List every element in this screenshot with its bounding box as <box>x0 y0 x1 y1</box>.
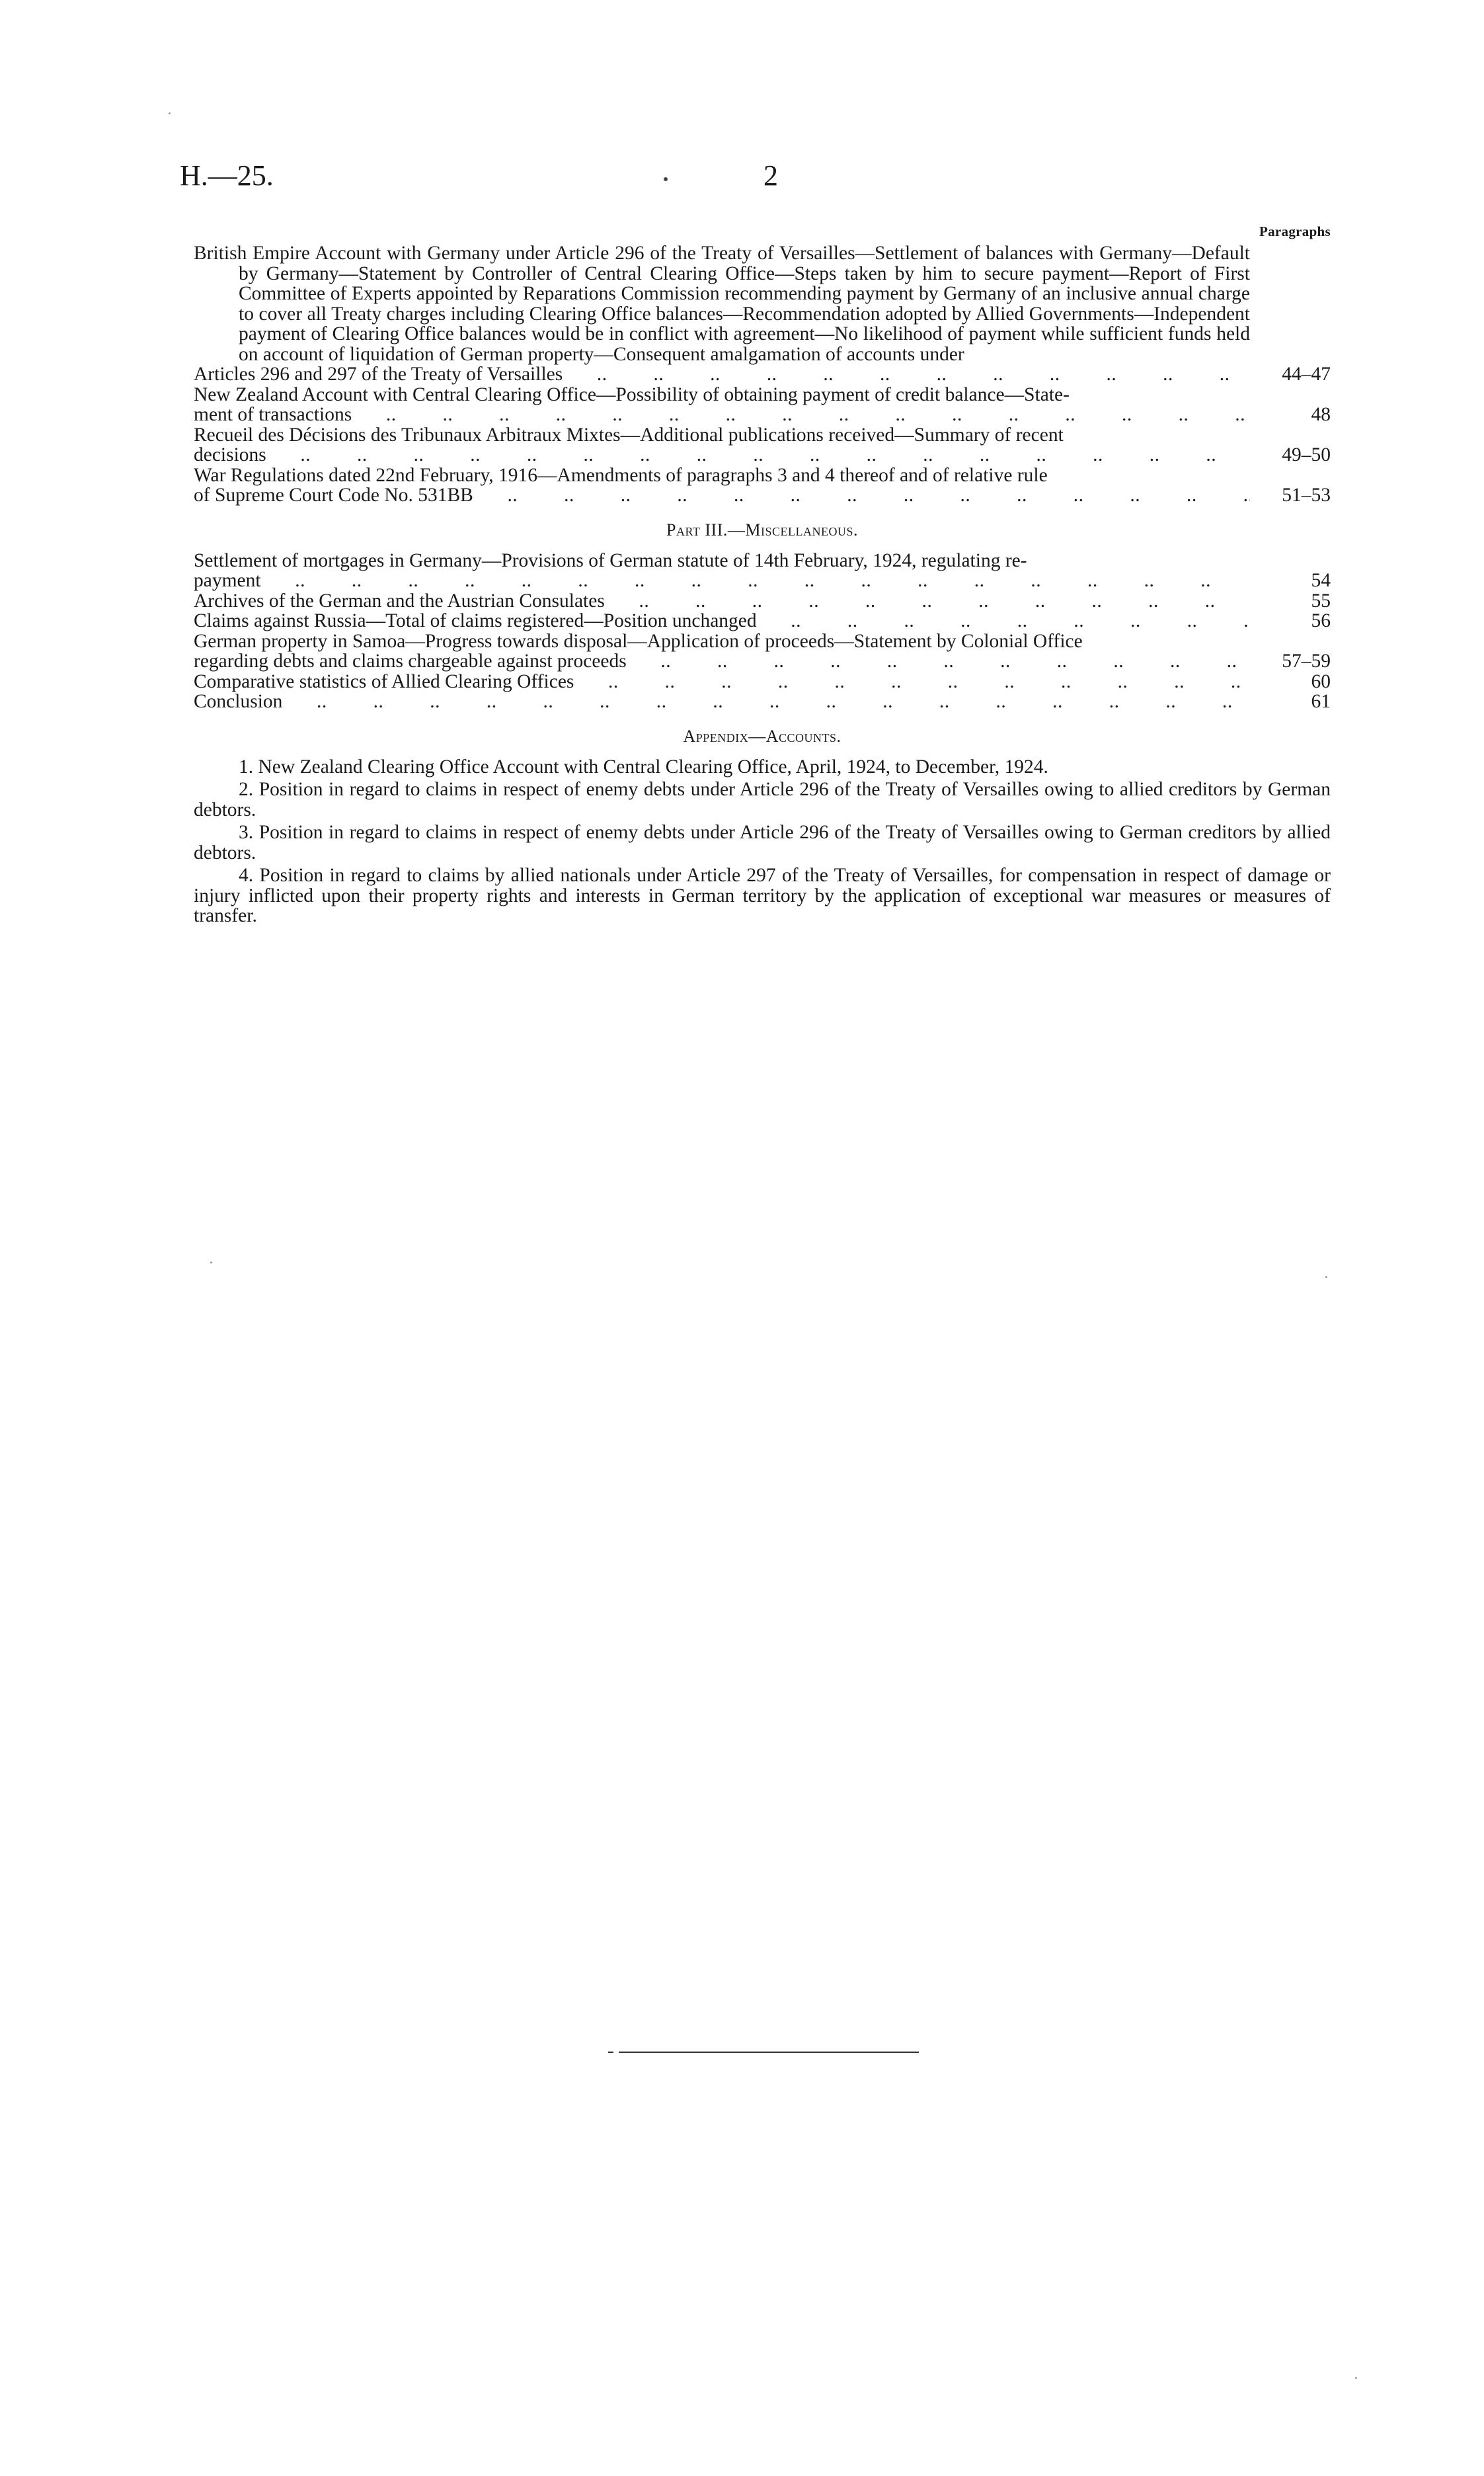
appendix-item: 4. Position in regard to claims by allied nationals under Article 297 of the Treaty of Versailles, for compensation in respect of damage or injury inflicted upon their property rights and interests in German territory by the application of exceptional war measures or measures of transfer. <box>194 865 1331 926</box>
dot-leader <box>261 571 1250 591</box>
part-three-title: Part III.—Miscellaneous. <box>666 520 858 539</box>
entry-text <box>194 631 1250 672</box>
scan-speck <box>169 112 171 114</box>
paragraph-reference: 49–50 <box>1282 444 1331 465</box>
part-three-entries <box>194 551 1331 712</box>
end-rule <box>619 2052 919 2053</box>
column-heading: Paragraphs <box>1259 223 1331 239</box>
dot-leader <box>574 672 1250 692</box>
entry-last-text: Comparative statistics of Allied Clearing Offices <box>194 670 574 692</box>
entry-lead-text: German property in Samoa—Progress towards disposal—Application of proceeds—Statement by Colonial Office <box>194 630 1083 652</box>
part-two-entries <box>194 243 1331 506</box>
appendix-title: Appendix—Accounts. <box>683 726 841 746</box>
entry-last-line <box>194 610 1250 631</box>
paragraph-reference: 51–53 <box>1282 485 1331 506</box>
contents-entry <box>194 385 1331 425</box>
entry-last-line <box>194 651 1250 672</box>
paragraph-reference: 57–59 <box>1282 651 1331 672</box>
entry-last-line <box>194 404 1250 425</box>
contents-entry <box>194 591 1331 612</box>
appendix-item: 3. Position in regard to claims in respect of enemy debts under Article 296 of the Treaty of Versailles owing to German creditors by allied debtors. <box>194 822 1331 863</box>
entry-last-text: Archives of the German and the Austrian Consulates <box>194 590 605 612</box>
paragraph-reference: 61 <box>1311 691 1331 712</box>
paragraph-reference: 48 <box>1311 404 1331 425</box>
entry-last-line <box>194 670 1250 692</box>
dot-leader <box>563 364 1250 385</box>
entry-last-line <box>194 590 1250 612</box>
contents-entry <box>194 672 1331 692</box>
entry-text <box>194 692 1250 712</box>
contents-entry <box>194 465 1331 506</box>
page-number: 2 <box>763 159 778 192</box>
entry-last-line <box>194 364 1250 385</box>
contents-entry <box>194 425 1331 465</box>
entry-last-line <box>194 691 1250 712</box>
entry-text <box>194 425 1250 465</box>
entry-last-text: regarding debts and claims chargeable against proceeds <box>194 651 627 672</box>
entry-lead-text: Settlement of mortgages in Germany—Provisions of German statute of 14th February, 1924, regulating re- <box>194 549 1027 571</box>
entry-text <box>194 385 1250 425</box>
page-header <box>180 159 1356 198</box>
entry-last-text: ment of transactions <box>194 404 352 425</box>
appendix-item: 1. New Zealand Clearing Office Account with Central Clearing Office, April, 1924, to December, 1924. <box>239 756 1048 778</box>
contents-entry <box>194 631 1331 672</box>
document-reference: H.—25. <box>180 159 274 192</box>
dot-leader <box>627 651 1250 672</box>
paragraph-reference: 60 <box>1311 670 1331 692</box>
entry-lead-text: War Regulations dated 22nd February, 1916—Amendments of paragraphs 3 and 4 thereof and of relative rule <box>194 464 1048 486</box>
entry-last-text: decisions <box>194 444 266 465</box>
entry-text <box>194 672 1250 692</box>
paragraph-reference: 55 <box>1311 590 1331 612</box>
entry-text <box>194 551 1250 591</box>
contents-entry <box>194 692 1331 712</box>
contents-entry <box>194 611 1331 631</box>
dot-leader <box>266 445 1250 465</box>
paragraph-reference: 44–47 <box>1282 364 1331 385</box>
paragraph-reference: 56 <box>1311 610 1331 631</box>
entry-last-text: Articles 296 and 297 of the Treaty of Versailles <box>194 364 563 385</box>
entry-last-line <box>194 444 1250 465</box>
dot-leader <box>757 611 1250 631</box>
entry-text <box>194 591 1250 612</box>
scan-speck <box>1355 2377 1357 2379</box>
appendix-item: 2. Position in regard to claims in respect of enemy debts under Article 296 of the Treaty of Versailles owing to allied creditors by German debtors. <box>194 779 1331 820</box>
entry-last-line <box>194 485 1250 506</box>
entry-lead-text: Recueil des Décisions des Tribunaux Arbitraux Mixtes—Additional publications received—Summary of recent <box>194 424 1064 446</box>
entry-last-text: Conclusion <box>194 691 283 712</box>
appendix-list <box>194 757 1331 926</box>
dot-leader <box>605 591 1250 612</box>
dot-leader <box>282 692 1250 712</box>
contents-entry <box>194 551 1331 591</box>
dot-leader <box>473 485 1250 506</box>
entry-lead-text: British Empire Account with Germany under Article 296 of the Treaty of Versailles—Settlement of balances with Germany—Default by Germany—Statement by Controller of Central Clearing Office—Steps taken by him to secure payment—Report of First Committee of Experts appointed by Reparations Commission recommending payment by Germany of an inclusive annual charge to cover all Treaty charges including Clearing Office balances—Recommendation adopted by Allied Governments—Independent payment of Clearing Office balances would be in conflict with agreement—No likelihood of payment while sufficient funds held on account of liquidation of German property—Consequent amalgamation of accounts under <box>194 243 1250 365</box>
contents-entry <box>194 243 1331 385</box>
entry-last-text: of Supreme Court Code No. 531BB <box>194 485 473 506</box>
dot-leader <box>352 405 1250 425</box>
entry-last-line <box>194 570 1250 591</box>
entry-last-text: Claims against Russia—Total of claims registered—Position unchanged <box>194 610 757 631</box>
entry-last-text: payment <box>194 570 261 591</box>
entry-text <box>194 611 1250 631</box>
paragraph-reference: 54 <box>1311 570 1331 591</box>
header-dot <box>664 177 668 181</box>
scan-speck <box>1325 1276 1327 1278</box>
entry-lead-text: New Zealand Account with Central Clearing Office—Possibility of obtaining payment of credit balance—State- <box>194 383 1070 405</box>
entry-text <box>194 243 1250 385</box>
scan-speck <box>210 1261 212 1263</box>
end-rule-dash <box>608 2052 613 2053</box>
table-of-contents <box>194 223 1331 929</box>
entry-text <box>194 465 1250 506</box>
